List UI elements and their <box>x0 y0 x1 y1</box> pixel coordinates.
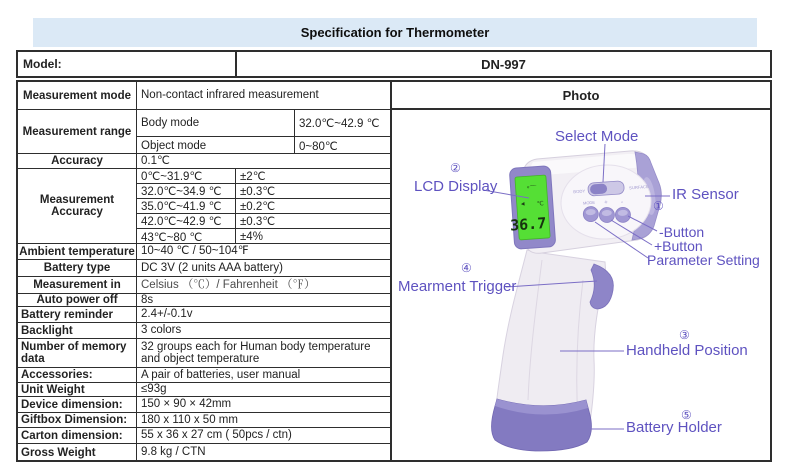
annotation-mearment-trigger: Mearment Trigger <box>398 278 517 295</box>
spec-label: Number of memory data <box>18 339 137 367</box>
spec-value: 55 x 36 x 27 cm ( 50pcs / ctn) <box>141 429 292 442</box>
spec-subcell: ±0.3℃ <box>240 216 276 228</box>
spec-label: Backlight <box>18 323 137 338</box>
spec-subcell: 0~80℃ <box>299 140 338 153</box>
spec-row <box>18 428 390 444</box>
spec-value: 32 groups each for Human body temperature and object temperature <box>141 340 371 365</box>
spec-row <box>18 339 390 368</box>
spec-row <box>18 154 390 169</box>
spec-label: Measurement in <box>18 277 137 293</box>
spec-value: 8s <box>141 293 154 306</box>
spec-value: 9.8 kg / CTN <box>141 446 206 459</box>
annotation-ir-sensor: IR Sensor <box>672 186 739 203</box>
spec-subcell: 0℃~31.9℃ <box>137 169 236 183</box>
spec-label: Auto power off <box>18 294 137 306</box>
annotation-battery-holder: Battery Holder <box>626 419 722 436</box>
photo-header: Photo <box>392 82 770 110</box>
annotation-minus-button: -Button <box>659 224 705 240</box>
spec-label: Measurement Accuracy <box>18 169 137 243</box>
spec-photo-table <box>16 80 772 462</box>
spec-subrow <box>137 199 390 214</box>
spec-row <box>18 444 390 460</box>
spec-label: Battery type <box>18 260 137 276</box>
spec-value: 180 x 110 x 50 mm <box>141 413 238 426</box>
circled-number-1: ① <box>653 199 664 213</box>
spec-label: Accessories: <box>18 368 137 382</box>
spec-subtable <box>137 110 390 153</box>
device-lcd <box>506 166 556 250</box>
lcd-unit: ℃ <box>536 201 545 208</box>
spec-label: Ambient temperature <box>18 244 137 259</box>
minus-button-label: - <box>620 198 624 206</box>
spec-row <box>18 413 390 428</box>
slider-label-surface: SURFACE <box>628 183 649 191</box>
model-table <box>16 50 772 78</box>
spec-label: Giftbox Dimension: <box>18 413 137 427</box>
photo-cell <box>392 82 770 460</box>
lcd-value: 36.7 <box>510 214 547 235</box>
spec-label: Gross Weight <box>18 444 137 460</box>
spec-subcell: 32.0℃~42.9 ℃ <box>299 118 380 130</box>
spec-value: A pair of batteries, user manual <box>141 368 301 381</box>
spec-row <box>18 294 390 307</box>
spec-subcell: 32.0℃~34.9 ℃ <box>137 184 236 198</box>
mode-button-label: MODE <box>582 199 596 206</box>
spec-subcell: 42.0℃~42.9 ℃ <box>137 214 236 228</box>
spec-value: 2.4+/-0.1v <box>141 308 193 321</box>
model-value: DN-997 <box>481 56 526 72</box>
annotation-plus-button: +Button <box>654 238 703 254</box>
spec-row <box>18 383 390 397</box>
spec-subcell: Body mode <box>137 110 295 136</box>
spec-value: Celsius （℃）/ Fahrenheit （℉） <box>141 278 316 291</box>
spec-row <box>18 244 390 260</box>
spec-subrow <box>137 184 390 199</box>
spec-label: Measurement mode <box>18 82 137 109</box>
spec-label: Battery reminder <box>18 307 137 322</box>
annotation-select-mode: Select Mode <box>555 128 639 145</box>
spec-value: 3 colors <box>141 324 182 337</box>
spec-row <box>18 169 390 244</box>
circled-number-2: ② <box>450 161 461 175</box>
annotation-parameter-setting: Parameter Setting <box>647 252 760 268</box>
spec-subcell: ±4% <box>240 230 263 243</box>
spec-row <box>18 82 390 110</box>
spec-value: DC 3V (2 units AAA battery) <box>141 261 283 274</box>
spec-subcell: ±2℃ <box>240 171 266 183</box>
spec-value: ≤93g <box>141 383 167 396</box>
spec-table <box>18 82 392 460</box>
spec-row <box>18 397 390 413</box>
spec-row <box>18 260 390 277</box>
spec-subcell: 35.0℃~41.9 ℃ <box>137 199 236 213</box>
spec-row <box>18 323 390 339</box>
spec-subrow <box>137 137 390 154</box>
spec-value: Non-contact infrared measurement <box>141 89 319 102</box>
photo-area <box>392 110 770 460</box>
circled-number-4: ④ <box>461 261 472 275</box>
spec-label: Carton dimension: <box>18 428 137 443</box>
device-battery-holder <box>492 399 592 451</box>
lcd-face-icon: °⌒ <box>526 185 537 194</box>
circled-number-3: ③ <box>679 328 690 342</box>
spec-value: 0.1℃ <box>141 154 170 167</box>
spec-subcell: Object mode <box>137 137 295 154</box>
mode-slider-knob <box>590 183 608 194</box>
spec-row <box>18 368 390 383</box>
spec-subtable <box>137 169 390 243</box>
spec-subcell: ±0.2℃ <box>240 201 276 213</box>
spec-row <box>18 110 390 154</box>
spec-row <box>18 277 390 294</box>
spec-subrow <box>137 229 390 244</box>
spec-subrow <box>137 110 390 137</box>
circled-number-5: ⑤ <box>681 408 692 422</box>
spec-subrow <box>137 214 390 229</box>
spec-label: Unit Weight <box>18 383 137 396</box>
spec-value: 150 × 90 × 42mm <box>141 398 232 411</box>
spec-subcell: 43℃~80 ℃ <box>137 229 236 244</box>
spec-label: Measurement range <box>18 110 137 153</box>
spec-subcell: ±0.3℃ <box>240 186 276 198</box>
plus-button-label: + <box>604 199 609 207</box>
model-label: Model: <box>18 52 237 76</box>
annotation-lcd-display: LCD Display <box>414 178 498 195</box>
spec-label: Accuracy <box>18 154 137 168</box>
spec-label: Device dimension: <box>18 397 137 412</box>
spec-row <box>18 307 390 323</box>
slider-label-body: BODY <box>573 188 586 195</box>
lcd-speaker-icon: ◄ <box>519 201 526 208</box>
annotation-handheld-position: Handheld Position <box>626 342 748 359</box>
page-title: Specification for Thermometer <box>33 18 757 47</box>
spec-value: 10~40 ℃ / 50~104℉ <box>141 245 249 258</box>
spec-subrow <box>137 169 390 184</box>
